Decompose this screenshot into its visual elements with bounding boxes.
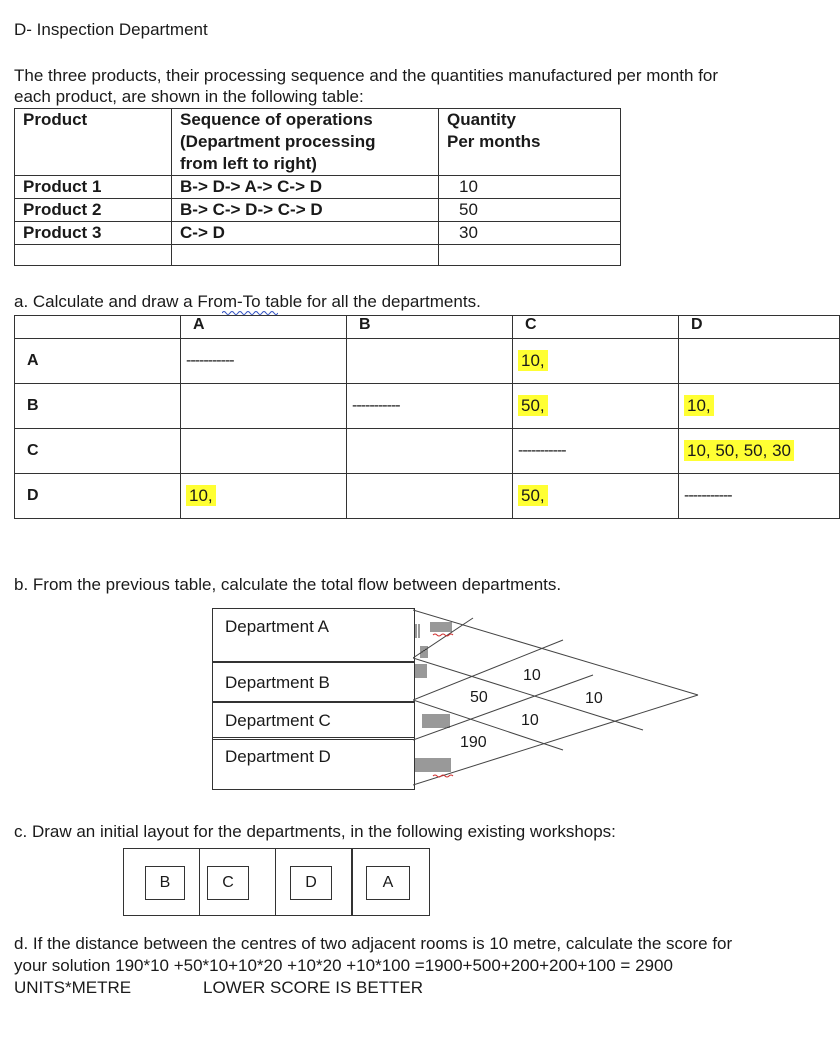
cell-empty xyxy=(181,429,347,474)
flow-label-190: 190 xyxy=(460,734,487,751)
header-product: Product xyxy=(15,109,172,176)
table-row xyxy=(15,384,840,429)
empty-cell xyxy=(172,245,439,266)
empty-cell xyxy=(15,245,172,266)
from-to-table xyxy=(14,315,840,519)
question-d-line-1: d. If the distance between the centres of two adjacent rooms is 10 metre, calculate the score for xyxy=(14,934,733,953)
cell-dash xyxy=(513,429,679,474)
intro-line-2: each product, are shown in the following table: xyxy=(14,87,364,106)
cell-empty xyxy=(347,339,513,384)
highlight-value: 50, xyxy=(518,485,548,506)
row-sequence: C-> D xyxy=(172,222,439,245)
workshop-divider xyxy=(199,848,200,915)
layout-room-b: B xyxy=(145,866,185,900)
row-header: B xyxy=(15,384,181,429)
department-label: Department C xyxy=(225,711,331,730)
department-label: Department D xyxy=(225,747,331,766)
cell-empty xyxy=(347,474,513,519)
row-header: A xyxy=(15,339,181,384)
question-b: b. From the previous table, calculate the total flow between departments. xyxy=(14,575,562,594)
header-quantity-l1: Quantity xyxy=(447,110,516,129)
row-product: Product 3 xyxy=(15,222,172,245)
cell-value xyxy=(513,339,679,384)
row-quantity: 30 xyxy=(439,222,621,245)
layout-room-c: C xyxy=(207,866,249,900)
table-row xyxy=(15,474,840,519)
corner-cell xyxy=(15,316,181,339)
row-sequence: B-> C-> D-> C-> D xyxy=(172,199,439,222)
department-box-a xyxy=(212,608,415,663)
highlight-value: 10, xyxy=(518,350,548,371)
highlight-value: 10, xyxy=(684,395,714,416)
col-header: C xyxy=(513,316,679,339)
question-a: a. Calculate and draw a From-To table for all the departments. xyxy=(14,292,481,311)
highlight-value: 10, 50, 50, 30 xyxy=(684,440,794,461)
cell-empty xyxy=(347,429,513,474)
header-sequence xyxy=(172,109,439,176)
cell-empty xyxy=(679,339,840,384)
table-row xyxy=(15,429,840,474)
header-quantity xyxy=(439,109,621,176)
header-quantity-l2: Per months xyxy=(447,132,541,151)
flow-line-d-apex xyxy=(413,695,698,785)
question-d-line-3b: LOWER SCORE IS BETTER xyxy=(203,978,424,997)
col-header: B xyxy=(347,316,513,339)
flow-label-10a: 10 xyxy=(523,667,541,684)
header-sequence-l3: from left to right) xyxy=(180,154,317,173)
col-header: A xyxy=(181,316,347,339)
empty-cell xyxy=(439,245,621,266)
workshop-divider xyxy=(275,848,276,915)
flow-line-a-apex xyxy=(413,610,698,695)
row-product: Product 2 xyxy=(15,199,172,222)
table-row-empty xyxy=(15,245,621,266)
from-to-header xyxy=(15,316,840,339)
cell-value xyxy=(679,384,840,429)
product-table-header xyxy=(15,109,621,176)
flow-label-10b: 10 xyxy=(585,690,603,707)
tally-squiggles xyxy=(433,634,453,777)
flow-diagram xyxy=(413,600,713,800)
question-d-line-3a: UNITS*METRE xyxy=(14,978,132,997)
cell-value xyxy=(679,429,840,474)
cell-value xyxy=(513,474,679,519)
row-product: Product 1 xyxy=(15,176,172,199)
highlight-value: 50, xyxy=(518,395,548,416)
row-quantity: 50 xyxy=(439,199,621,222)
col-header: D xyxy=(679,316,840,339)
department-label: Department B xyxy=(225,673,330,692)
department-box-b xyxy=(212,661,415,703)
dash-text: ----------- xyxy=(186,352,234,369)
cell-value xyxy=(513,384,679,429)
cell-value xyxy=(181,474,347,519)
dash-text: ----------- xyxy=(518,442,566,459)
table-row xyxy=(15,339,840,384)
flow-label-10c: 10 xyxy=(521,712,539,729)
row-quantity: 10 xyxy=(439,176,621,199)
table-row xyxy=(15,222,621,245)
header-sequence-l2: (Department processing xyxy=(180,132,376,151)
cell-empty xyxy=(181,384,347,429)
row-header: D xyxy=(15,474,181,519)
question-d-line-2: your solution 190*10 +50*10+10*20 +10*20 +10*100 =1900+500+200+200+100 = 2900 xyxy=(14,956,673,975)
table-row xyxy=(15,199,621,222)
row-sequence: B-> D-> A-> C-> D xyxy=(172,176,439,199)
cell-dash xyxy=(347,384,513,429)
cell-dash xyxy=(181,339,347,384)
dash-text: ----------- xyxy=(684,487,732,504)
product-table xyxy=(14,108,621,266)
department-box-c xyxy=(212,701,415,740)
flow-label-50: 50 xyxy=(470,689,488,706)
question-c: c. Draw an initial layout for the departments, in the following existing workshops: xyxy=(14,822,616,841)
layout-room-d: D xyxy=(290,866,332,900)
header-sequence-l1: Sequence of operations xyxy=(180,110,373,129)
table-row xyxy=(15,176,621,199)
department-box-d xyxy=(212,737,415,790)
dash-text: ----------- xyxy=(352,397,400,414)
department-label: Department A xyxy=(225,617,329,636)
layout-room-a: A xyxy=(366,866,410,900)
intro-line-1: The three products, their processing sequence and the quantities manufactured per month for xyxy=(14,66,719,85)
workshop-divider xyxy=(351,848,353,915)
highlight-value: 10, xyxy=(186,485,216,506)
cell-dash xyxy=(679,474,840,519)
row-header: C xyxy=(15,429,181,474)
page-title: D- Inspection Department xyxy=(14,20,208,39)
